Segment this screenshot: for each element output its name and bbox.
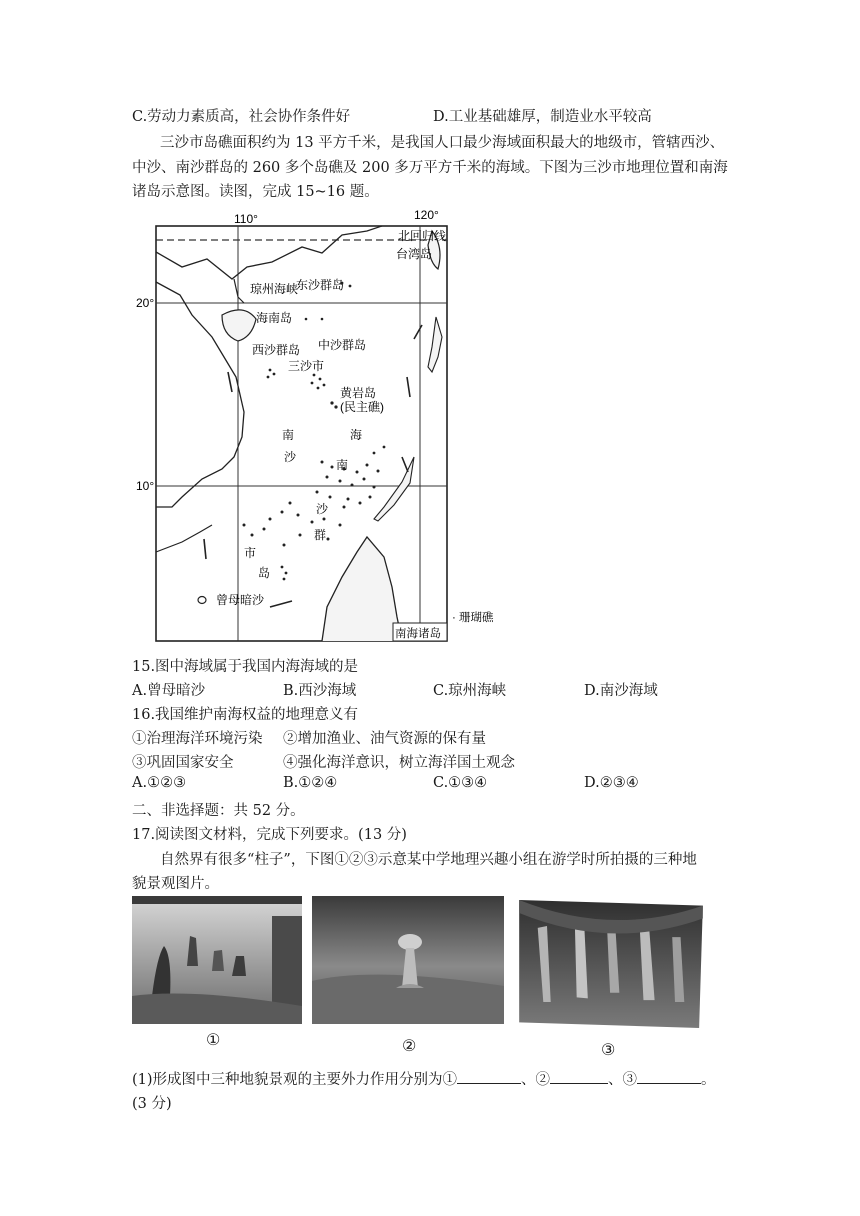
photo-mushroom-rock — [312, 896, 504, 1024]
huangyan-label: 黄岩岛 — [340, 386, 377, 400]
q15-stem: 15.图中海域属于我国内海海域的是 — [132, 659, 359, 675]
q16-item-1: ①治理海洋环境污染 — [132, 731, 263, 747]
intro-line-1: 三沙市岛礁面积约为 13 平方千米，是我国人口最少海域面积最大的地级市，管辖西沙、 — [160, 135, 725, 151]
lon-120-label: 120° — [414, 208, 439, 222]
answer-blank-2[interactable] — [550, 1083, 608, 1084]
q16-option-d: D.②③④ — [584, 775, 639, 791]
zhongsha-label: 中沙群岛 — [318, 338, 367, 352]
dongsha-label: 东沙群岛 — [296, 278, 345, 292]
q16-item-3: ③巩固国家安全 — [132, 755, 234, 771]
sansha-label: 三沙市 — [288, 359, 325, 373]
tropic-label: 北回归线 — [398, 229, 447, 243]
q15-option-a: A.曾母暗沙 — [132, 683, 206, 699]
photo-label-3: ③ — [601, 1040, 616, 1059]
q17-stem: 17.阅读图文材料，完成下列要求。(13 分) — [132, 827, 407, 843]
q16-option-c: C.①③④ — [433, 775, 488, 791]
minzhu-label: (民主礁) — [340, 400, 384, 414]
q16-option-a: A.①②③ — [132, 775, 187, 791]
q17-sub1-score: (3 分) — [132, 1096, 172, 1112]
zengmu-label: 曾母暗沙 — [216, 593, 265, 607]
nansha-sha-label: 沙 — [316, 502, 329, 516]
lat-20-label: 20° — [136, 296, 155, 310]
intro-line-3: 诸岛示意图。读图，完成 15~16 题。 — [132, 184, 379, 200]
intro-line-2: 中沙、南沙群岛的 260 多个岛礁及 200 多万平方千米的海域。下图为三沙市地理位置和南海 — [132, 160, 728, 176]
q15-option-d: D.南沙海域 — [584, 683, 658, 699]
lon-110-label: 110° — [234, 212, 258, 226]
photo-sea-stacks — [132, 896, 302, 1024]
inset-label: 南海诸岛 — [395, 628, 441, 640]
photo-label-1: ① — [206, 1030, 221, 1049]
sep-3: 、③ — [608, 1072, 638, 1088]
answer-blank-1[interactable] — [457, 1083, 521, 1084]
nansha-nan-label: 南 — [336, 458, 349, 472]
q15-option-c: C.琼州海峡 — [433, 683, 507, 699]
photo-cave-pillars — [512, 900, 710, 1028]
taiwan-label: 台湾岛 — [396, 247, 433, 261]
sansha-sha-label: 沙 — [284, 450, 297, 464]
photo-label-2: ② — [402, 1036, 417, 1055]
q16-item-2: ②增加渔业、油气资源的保有量 — [283, 731, 486, 747]
option-d-prev: D.工业基础雄厚，制造业水平较高 — [433, 109, 652, 125]
qiongzhou-label: 琼州海峡 — [250, 282, 299, 296]
q16-item-4: ④强化海洋意识，树立海洋国土观念 — [283, 755, 515, 771]
nanhai-nan-label: 南 — [282, 428, 295, 442]
answer-blank-3[interactable] — [637, 1083, 701, 1084]
q17-sub1 — [132, 1068, 716, 1089]
section-heading: 二、非选择题：共 52 分。 — [132, 803, 305, 819]
sansha-shi-label: 市 — [244, 546, 257, 560]
sub1-end: 。 — [701, 1072, 716, 1088]
q16-stem: 16.我国维护南海权益的地理意义有 — [132, 707, 359, 723]
q17-sub1-text: (1)形成图中三种地貌景观的主要外力作用分别为① — [132, 1072, 458, 1088]
hainan-label: 海南岛 — [256, 311, 293, 325]
legend-reef: · 珊瑚礁 — [452, 612, 494, 624]
sep-2: 、② — [521, 1072, 551, 1088]
q17-text-2: 貌景观图片。 — [132, 876, 219, 892]
lat-10-label: 10° — [136, 479, 155, 493]
q17-text-1: 自然界有很多“柱子”，下图①②③示意某中学地理兴趣小组在游学时所拍摄的三种地 — [160, 852, 697, 868]
option-c-prev: C.劳动力素质高，社会协作条件好 — [132, 109, 351, 125]
q16-option-b: B.①②④ — [283, 775, 338, 791]
q15-option-b: B.西沙海域 — [283, 683, 357, 699]
qundao-dao-label: 岛 — [258, 566, 271, 580]
qundao-qun-label: 群 — [314, 528, 327, 542]
nanhai-hai-label: 海 — [350, 428, 363, 442]
xisha-label: 西沙群岛 — [252, 343, 301, 357]
south-china-sea-map — [136, 207, 510, 643]
